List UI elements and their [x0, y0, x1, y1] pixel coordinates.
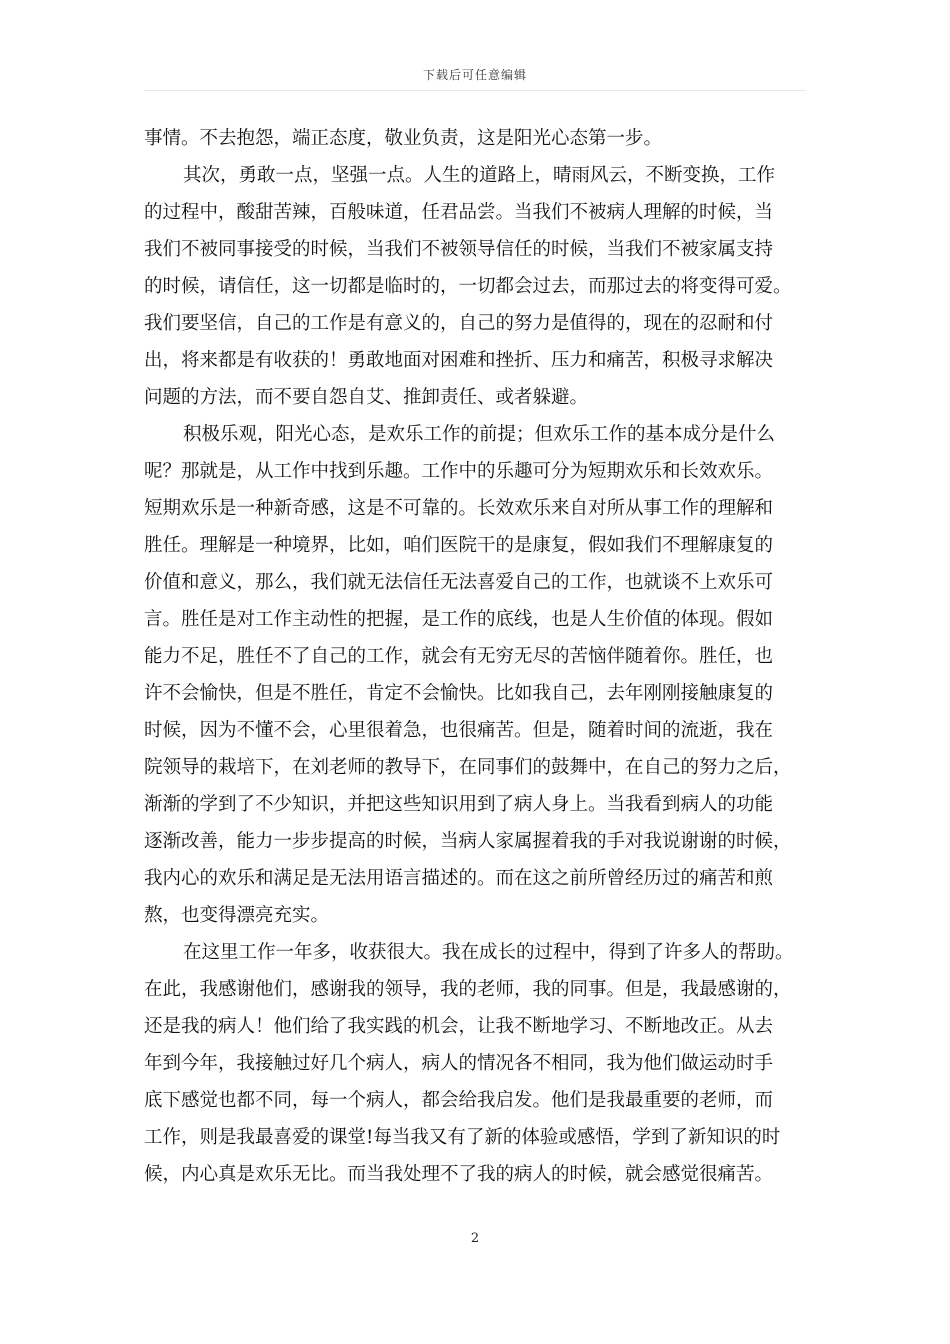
text-line: 在此，我感谢他们，感谢我的领导，我的老师，我的同事。但是，我最感谢的，: [144, 979, 792, 1000]
text-line: 的过程中，酸甜苦辣，百般味道，任君品尝。当我们不被病人理解的时候，当: [144, 202, 774, 223]
text-line: 时候，因为不懂不会，心里很着急，也很痛苦。但是，随着时间的流逝，我在: [144, 720, 774, 741]
text-line: 我内心的欢乐和满足是无法用语言描述的。而在这之前所曾经历过的痛苦和煎: [144, 868, 774, 889]
text-line: 熬，也变得漂亮充实。: [144, 905, 330, 926]
text-line: 呢？那就是，从工作中找到乐趣。工作中的乐趣可分为短期欢乐和长效欢乐。: [144, 461, 774, 482]
text-line: 年到今年，我接触过好几个病人，病人的情况各不相同，我为他们做运动时手: [144, 1053, 774, 1074]
document-body: [144, 120, 806, 1193]
text-line: 院领导的栽培下，在刘老师的教导下，在同事们的鼓舞中，在自己的努力之后，: [144, 757, 792, 778]
text-line: 积极乐观，阳光心态，是欢乐工作的前提；但欢乐工作的基本成分是什么: [183, 424, 776, 445]
text-line: 的时候，请信任，这一切都是临时的，一切都会过去，而那过去的将变得可爱。: [144, 276, 792, 297]
text-line: 我们不被同事接受的时候，当我们不被领导信任的时候，当我们不被家属支持: [144, 239, 774, 260]
header-divider: [144, 90, 806, 91]
text-line: 事情。不去抱怨，端正态度，敬业负责，这是阳光心态第一步。: [144, 128, 663, 149]
page-header: 下载后可任意编辑: [422, 68, 527, 82]
text-line: 短期欢乐是一种新奇感，这是不可靠的。长效欢乐来自对所从事工作的理解和: [144, 498, 774, 519]
text-line: 能力不足，胜任不了自己的工作，就会有无穷无尽的苦恼伴随着你。胜任，也: [144, 646, 774, 667]
text-line: 底下感觉也都不同，每一个病人，都会给我启发。他们是我最重要的老师，而: [144, 1090, 774, 1111]
text-line: 价值和意义，那么，我们就无法信任无法喜爱自己的工作，也就谈不上欢乐可: [144, 572, 774, 593]
text-line: 还是我的病人！他们给了我实践的机会，让我不断地学习、不断地改正。从去: [144, 1016, 774, 1037]
text-line: 言。胜任是对工作主动性的把握，是工作的底线，也是人生价值的体现。假如: [144, 609, 774, 630]
text-line: 问题的方法，而不要自怨自艾、推卸责任、或者躲避。: [144, 387, 589, 408]
text-line: 胜任。理解是一种境界，比如，咱们医院干的是康复，假如我们不理解康复的: [144, 535, 774, 556]
text-line: 候，内心真是欢乐无比。而当我处理不了我的病人的时候，就会感觉很痛苦。: [144, 1164, 774, 1185]
text-line: 我们要坚信，自己的工作是有意义的，自己的努力是值得的，现在的忍耐和付: [144, 313, 774, 334]
text-line: 逐渐改善，能力一步步提高的时候，当病人家属握着我的手对我说谢谢的时候，: [144, 831, 792, 852]
text-line: 出，将来都是有收获的！勇敢地面对困难和挫折、压力和痛苦，积极寻求解决: [144, 350, 774, 371]
text-line: 工作，则是我最喜爱的课堂!每当我又有了新的体验或感悟，学到了新知识的时: [144, 1127, 781, 1148]
text-line: 在这里工作一年多，收获很大。我在成长的过程中，得到了许多人的帮助。: [183, 942, 794, 963]
text-line: 许不会愉快，但是不胜任，肯定不会愉快。比如我自己，去年刚刚接触康复的: [144, 683, 774, 704]
text-line: 其次，勇敢一点，坚强一点。人生的道路上，晴雨风云，不断变换，工作: [183, 165, 776, 186]
text-line: 渐渐的学到了不少知识，并把这些知识用到了病人身上。当我看到病人的功能: [144, 794, 774, 815]
page-number: 2: [470, 1231, 480, 1246]
